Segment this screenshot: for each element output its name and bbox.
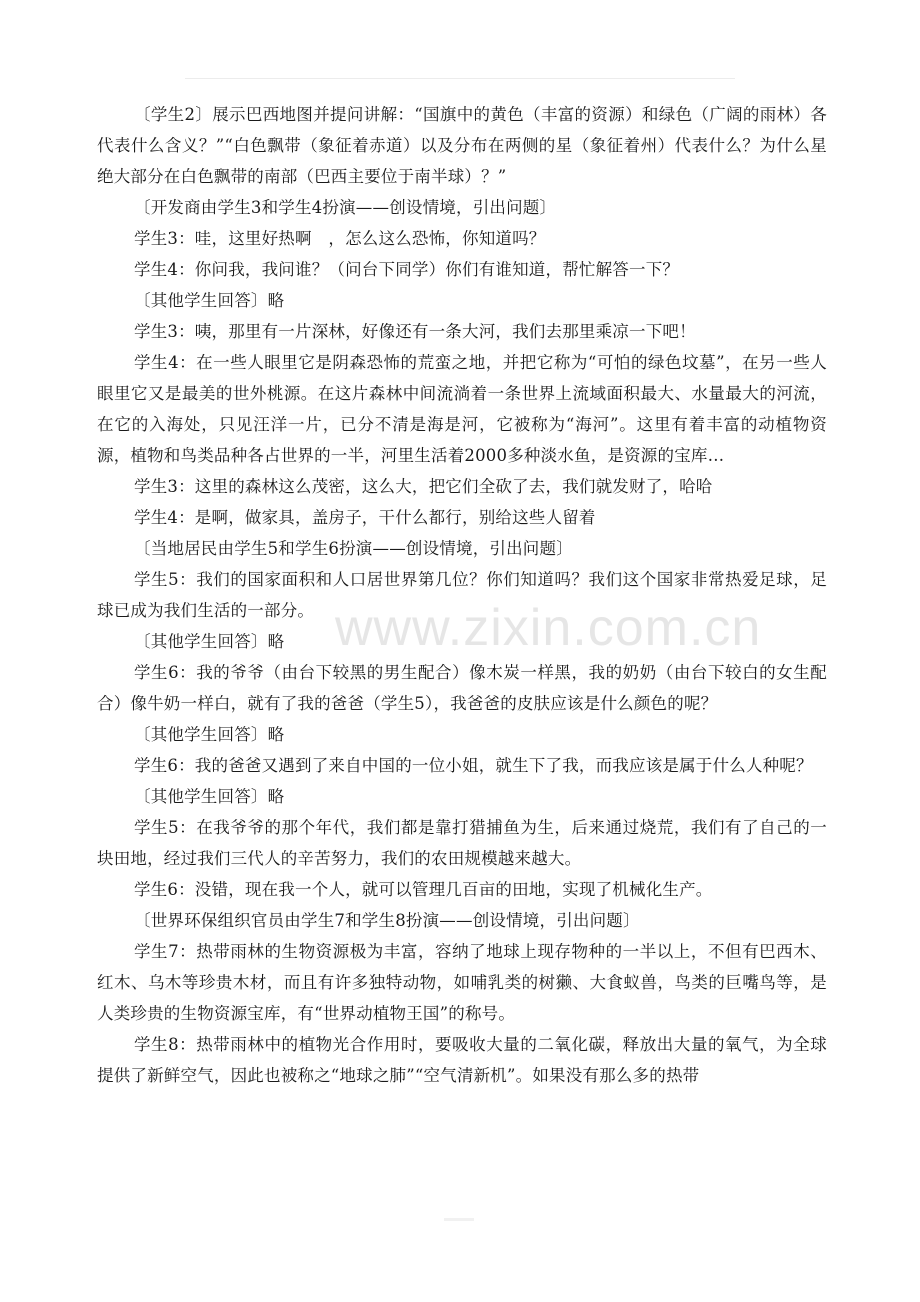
paragraph: 〔学生2〕展示巴西地图并提问讲解：“国旗中的黄色（丰富的资源）和绿色（广阔的雨林）各代表什么含义？”“白色飘带（象征着赤道）以及分布在两侧的星（象征着州）代表什么？为什么星绝大部分在白色飘带的南部（巴西主要位于南半球）？” <box>97 105 827 186</box>
paragraph: 学生5：在我爷爷的那个年代，我们都是靠打猎捕鱼为生，后来通过烧荒，我们有了自己的一块田地，经过我们三代人的辛苦努力，我们的农田规模越来越大。 <box>97 818 827 868</box>
paragraph: 〔其他学生回答〕略 <box>134 725 285 744</box>
paragraph: 〔其他学生回答〕略 <box>134 787 285 806</box>
header-rule <box>185 78 735 79</box>
paragraph: 〔世界环保组织官员由学生7和学生8扮演——创设情境，引出问题〕 <box>134 911 640 930</box>
paragraph: 学生3：这里的森林这么茂密，这么大，把它们全砍了去，我们就发财了，哈哈 <box>134 477 713 496</box>
paragraph: 学生8：热带雨林中的植物光合作用时，要吸收大量的二氧化碳，释放出大量的氧气，为全球提供了新鲜空气，因此也被称之“地球之肺”“空气清新机”。如果没有那么多的热带 <box>97 1035 827 1085</box>
paragraph: 〔其他学生回答〕略 <box>134 291 285 310</box>
paragraph: 学生6：没错，现在我一个人，就可以管理几百亩的田地，实现了机械化生产。 <box>134 880 713 899</box>
watermark: www.zixin.com.cn <box>335 599 762 657</box>
paragraph: 学生6：我的爷爷（由台下较黑的男生配合）像木炭一样黑，我的奶奶（由台下较白的女生配合）像牛奶一样白，就有了我的爸爸（学生5），我爸爸的皮肤应该是什么颜色的呢？ <box>97 663 827 713</box>
paragraph: 〔其他学生回答〕略 <box>134 632 285 651</box>
paragraph: 学生3：哇，这里好热啊 ，怎么这么恐怖，你知道吗？ <box>134 229 546 248</box>
paragraph: 学生3：咦，那里有一片深林，好像还有一条大河，我们去那里乘凉一下吧！ <box>134 322 696 341</box>
paragraph: 〔开发商由学生3和学生4扮演——创设情境，引出问题〕 <box>134 198 557 217</box>
document-body <box>97 99 827 1091</box>
footer-mark <box>444 1218 474 1221</box>
paragraph: 学生4：是啊，做家具，盖房子，干什么都行，别给这些人留着 <box>134 508 596 527</box>
paragraph: 学生7：热带雨林的生物资源极为丰富，容纳了地球上现存物种的一半以上，不但有巴西木、红木、乌木等珍贵木材，而且有许多独特动物，如哺乳类的树獭、大食蚁兽，鸟类的巨嘴鸟等，是人类珍贵的生物资源宝库，有“世界动植物王国”的称号。 <box>97 942 827 1023</box>
paragraph: 学生4：在一些人眼里它是阴森恐怖的荒蛮之地，并把它称为“可怕的绿色坟墓”，在另一些人眼里它又是最美的世外桃源。在这片森林中间流淌着一条世界上流域面积最大、水量最大的河流，在它的入海处，只见汪洋一片，已分不清是海是河，它被称为“海河”。这里有着丰富的动植物资源，植物和鸟类品种各占世界的一半，河里生活着2000多种淡水鱼，是资源的宝库… <box>97 353 827 465</box>
paragraph: 〔当地居民由学生5和学生6扮演——创设情境，引出问题〕 <box>134 539 573 558</box>
paragraph: 学生6：我的爸爸又遇到了来自中国的一位小姐，就生下了我，而我应该是属于什么人种呢？ <box>134 756 813 775</box>
paragraph: 学生4：你问我，我问谁？（问台下同学）你们有谁知道，帮忙解答一下？ <box>134 260 680 279</box>
paragraph: 学生5：我们的国家面积和人口居世界第几位？你们知道吗？我们这个国家非常热爱足球，足球已成为我们生活的一部分。 <box>97 570 827 620</box>
